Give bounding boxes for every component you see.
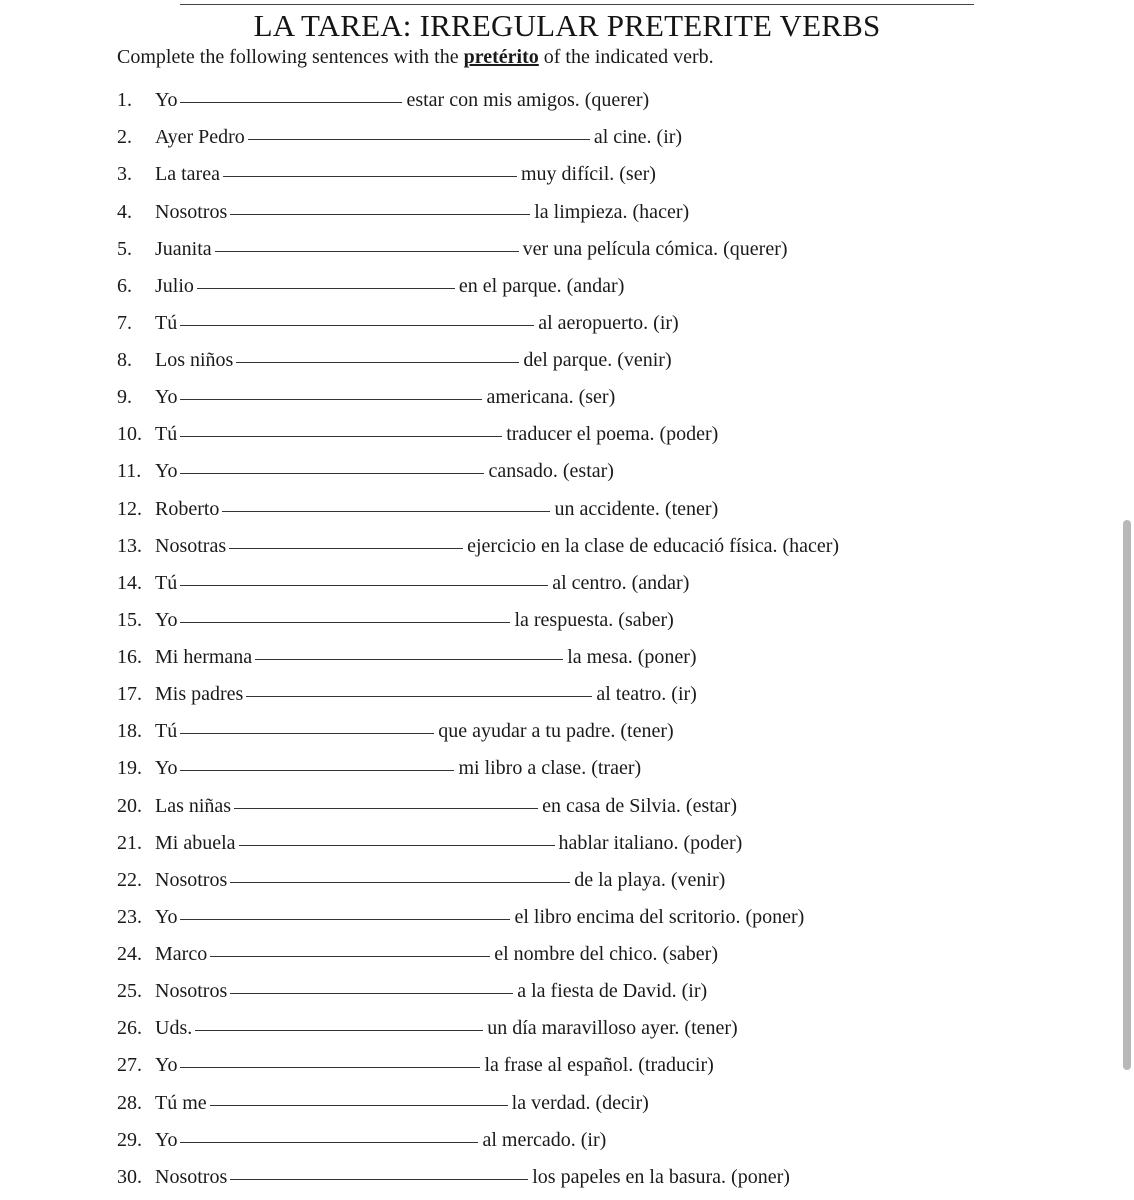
item-number: 18.: [117, 720, 142, 742]
header-rule: [180, 4, 974, 5]
item-subject: Nosotros: [155, 201, 228, 223]
item-number: 16.: [117, 646, 142, 668]
item-subject: Yo: [155, 1129, 178, 1151]
item-prompt: los papeles en la basura. (poner): [532, 1166, 790, 1188]
item-number: 17.: [117, 683, 142, 705]
answer-blank[interactable]: [210, 956, 490, 957]
item-number: 30.: [117, 1166, 142, 1188]
item-subject: Mi hermana: [155, 646, 253, 668]
item-prompt: hablar italiano. (poder): [558, 832, 743, 854]
item-subject: Nosotros: [155, 980, 228, 1002]
answer-blank[interactable]: [180, 622, 510, 623]
exercise-item: [117, 1015, 738, 1041]
item-number: 11.: [117, 460, 142, 482]
item-number: 7.: [117, 312, 132, 334]
item-subject: Tú: [155, 720, 178, 742]
answer-blank[interactable]: [180, 585, 548, 586]
item-subject: Tú: [155, 572, 178, 594]
item-prompt: americana. (ser): [486, 386, 616, 408]
item-subject: Mis padres: [155, 683, 244, 705]
item-subject: Tú me: [155, 1092, 207, 1114]
answer-blank[interactable]: [180, 770, 454, 771]
item-prompt: un día maravilloso ayer. (tener): [487, 1017, 738, 1039]
item-subject: Yo: [155, 460, 178, 482]
item-subject: Yo: [155, 89, 178, 111]
item-number: 14.: [117, 572, 142, 594]
page-title: LA TAREA: IRREGULAR PRETERITE VERBS: [253, 8, 881, 43]
exercise-item: [117, 161, 656, 187]
item-subject: Roberto: [155, 498, 220, 520]
exercise-item: [117, 273, 624, 299]
item-prompt: del parque. (venir): [523, 349, 672, 371]
item-number: 25.: [117, 980, 142, 1002]
answer-blank[interactable]: [180, 473, 484, 474]
exercise-item: [117, 1164, 790, 1190]
item-subject: Ayer Pedro: [155, 126, 245, 148]
item-subject: Yo: [155, 609, 178, 631]
answer-blank[interactable]: [230, 882, 570, 883]
answer-blank[interactable]: [180, 325, 534, 326]
answer-blank[interactable]: [180, 102, 402, 103]
item-prompt: al centro. (andar): [552, 572, 690, 594]
answer-blank[interactable]: [229, 548, 463, 549]
item-number: 4.: [117, 201, 132, 223]
item-prompt: la frase al español. (traducir): [484, 1054, 714, 1076]
item-prompt: al teatro. (ir): [596, 683, 697, 705]
item-number: 5.: [117, 238, 132, 260]
exercise-item: [117, 458, 614, 484]
item-number: 21.: [117, 832, 142, 854]
exercise-item: [117, 1090, 649, 1116]
item-subject: La tarea: [155, 163, 220, 185]
item-number: 2.: [117, 126, 132, 148]
item-number: 23.: [117, 906, 142, 928]
item-number: 19.: [117, 757, 142, 779]
exercise-item: [117, 830, 742, 856]
item-subject: Uds.: [155, 1017, 193, 1039]
item-subject: Las niñas: [155, 795, 232, 817]
exercise-item: [117, 755, 641, 781]
exercise-item: [117, 384, 615, 410]
item-prompt: la limpieza. (hacer): [534, 201, 690, 223]
exercise-item: [117, 793, 737, 819]
answer-blank[interactable]: [223, 176, 517, 177]
exercise-item: [117, 1052, 714, 1078]
item-prompt: que ayudar a tu padre. (tener): [438, 720, 674, 742]
item-prompt: ver una película cómica. (querer): [522, 238, 788, 260]
item-number: 1.: [117, 89, 132, 111]
item-number: 29.: [117, 1129, 142, 1151]
answer-blank[interactable]: [239, 845, 555, 846]
exercise-item: [117, 941, 718, 967]
exercise-item: [117, 496, 718, 522]
item-prompt: el nombre del chico. (saber): [494, 943, 718, 965]
item-number: 24.: [117, 943, 142, 965]
exercise-item: [117, 718, 674, 744]
item-prompt: al mercado. (ir): [482, 1129, 607, 1151]
item-prompt: cansado. (estar): [488, 460, 614, 482]
answer-blank[interactable]: [180, 919, 510, 920]
exercise-item: [117, 87, 649, 113]
answer-blank[interactable]: [215, 251, 519, 252]
item-prompt: al aeropuerto. (ir): [538, 312, 679, 334]
item-prompt: muy difícil. (ser): [520, 163, 656, 185]
item-prompt: traducer el poema. (poder): [506, 423, 719, 445]
answer-blank[interactable]: [180, 733, 434, 734]
item-subject: Nosotras: [155, 535, 227, 557]
answer-blank[interactable]: [234, 808, 538, 809]
exercise-item: [117, 681, 697, 707]
exercise-item: [117, 124, 682, 150]
item-prompt: la verdad. (decir): [511, 1092, 649, 1114]
item-number: 15.: [117, 609, 142, 631]
instructions-text-before: Complete the following sentences with the: [117, 46, 464, 68]
item-subject: Tú: [155, 312, 178, 334]
answer-blank[interactable]: [248, 139, 590, 140]
item-subject: Los niños: [155, 349, 234, 371]
answer-blank[interactable]: [180, 1142, 478, 1143]
item-subject: Marco: [155, 943, 208, 965]
answer-blank[interactable]: [222, 511, 550, 512]
item-subject: Nosotros: [155, 1166, 228, 1188]
item-number: 10.: [117, 423, 142, 445]
item-prompt: al cine. (ir): [593, 126, 683, 148]
exercise-item: [117, 199, 689, 225]
item-prompt: a la fiesta de David. (ir): [517, 980, 708, 1002]
item-prompt: el libro encima del scritorio. (poner): [514, 906, 805, 928]
item-number: 20.: [117, 795, 142, 817]
item-subject: Yo: [155, 386, 178, 408]
item-subject: Yo: [155, 1054, 178, 1076]
item-prompt: la mesa. (poner): [567, 646, 697, 668]
scrollbar[interactable]: [1123, 520, 1131, 1070]
item-subject: Juanita: [155, 238, 212, 260]
item-number: 22.: [117, 869, 142, 891]
item-number: 26.: [117, 1017, 142, 1039]
item-subject: Yo: [155, 906, 178, 928]
answer-blank[interactable]: [236, 362, 519, 363]
item-prompt: ejercicio en la clase de educació física. (hacer): [467, 535, 840, 557]
item-prompt: un accidente. (tener): [554, 498, 719, 520]
header-rule-class: [932, 4, 972, 5]
exercise-item: [117, 978, 707, 1004]
item-prompt: mi libro a clase. (traer): [458, 757, 642, 779]
item-number: 12.: [117, 498, 142, 520]
item-number: 9.: [117, 386, 132, 408]
answer-blank[interactable]: [197, 288, 455, 289]
item-number: 6.: [117, 275, 132, 297]
exercise-item: [117, 904, 804, 930]
item-subject: Mi abuela: [155, 832, 236, 854]
exercise-item: [117, 570, 689, 596]
exercise-item: [117, 533, 839, 559]
exercise-item: [117, 421, 718, 447]
instructions-emphasis: pretérito: [463, 46, 539, 68]
instructions-text-after: of the indicated verb.: [538, 46, 714, 68]
answer-blank[interactable]: [230, 1179, 528, 1180]
item-subject: Yo: [155, 757, 178, 779]
item-number: 27.: [117, 1054, 142, 1076]
exercise-item: [117, 1127, 606, 1153]
item-prompt: en casa de Silvia. (estar): [542, 795, 738, 817]
item-subject: Tú: [155, 423, 178, 445]
exercise-item: [117, 347, 672, 373]
answer-blank[interactable]: [180, 1067, 480, 1068]
exercise-item: [117, 607, 674, 633]
exercise-item: [117, 310, 679, 336]
answer-blank[interactable]: [246, 696, 592, 697]
item-subject: Nosotros: [155, 869, 228, 891]
item-subject: Julio: [155, 275, 194, 297]
item-number: 28.: [117, 1092, 142, 1114]
instructions: [117, 46, 714, 69]
exercise-item: [117, 644, 697, 670]
item-prompt: la respuesta. (saber): [514, 609, 674, 631]
exercise-item: [117, 236, 788, 262]
item-prompt: estar con mis amigos. (querer): [406, 89, 650, 111]
answer-blank[interactable]: [230, 214, 530, 215]
answer-blank[interactable]: [180, 399, 482, 400]
item-number: 3.: [117, 163, 132, 185]
item-prompt: en el parque. (andar): [458, 275, 625, 297]
answer-blank[interactable]: [230, 993, 513, 994]
answer-blank[interactable]: [255, 659, 563, 660]
item-prompt: de la playa. (venir): [574, 869, 726, 891]
exercise-item: [117, 867, 725, 893]
item-number: 13.: [117, 535, 142, 557]
item-number: 8.: [117, 349, 132, 371]
answer-blank[interactable]: [180, 436, 502, 437]
answer-blank[interactable]: [195, 1030, 483, 1031]
answer-blank[interactable]: [210, 1105, 508, 1106]
